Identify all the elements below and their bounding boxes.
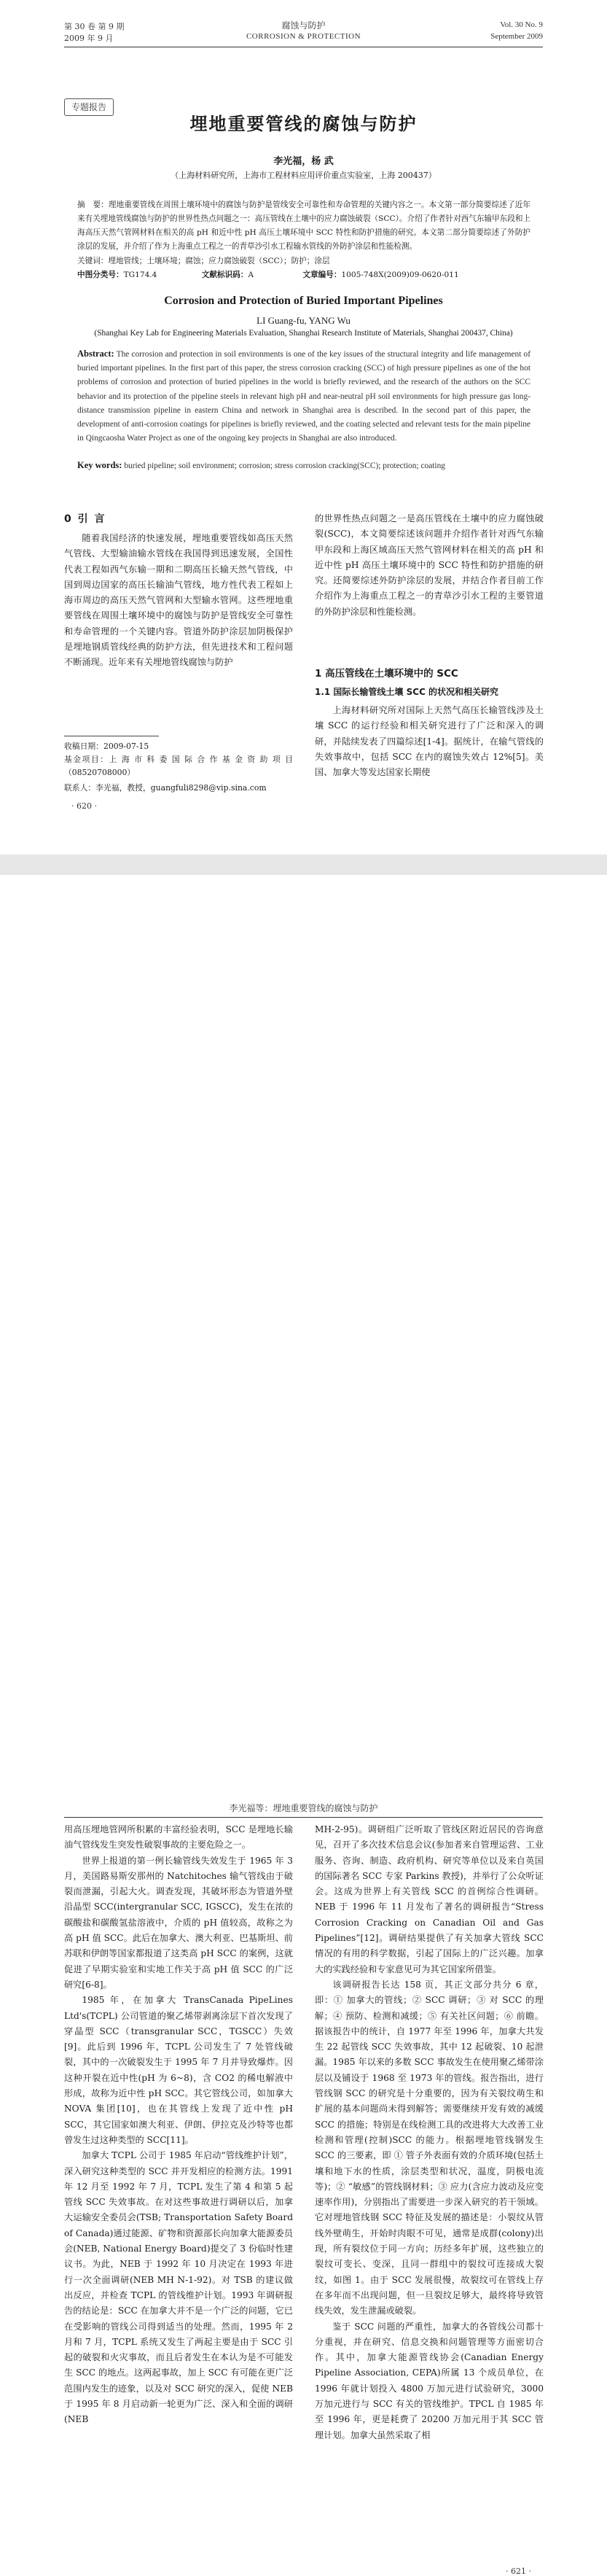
header-left-vol: 第 30 卷 第 9 期	[64, 22, 125, 31]
right-para-2: 该调研报告长达 158 页，其正文部分共分 6 章，即：① 加拿大的管线；② SCC 调研；③ 对 SCC 的理解；④ 预防、检测和减缓；⑤ 有关社区问题；⑥ 前瞻。据该报告中的统计，自 1977 年至 1996 年，加拿大共发生 22 起管线 SCC 失效事故，其中 12 起破裂、10 起泄漏。1985 年以来的多数 SCC 事故发生在使用聚乙烯带涂层以及铺设于 1968 至 1973 年的管线。报告指出，进行管线钢 SCC 的研究是十分重要的，因为有关裂纹萌生和扩展的基本问题尚未得到解答；需要继续开发有效的减缓 SCC 的措施；特别是在线检测工具的改进将大大改善工业检测和管理(控制)SCC 的能力。根据埋地管线钢发生 SCC 的三要素，即 ① 管子外表面有效的介质环境(包括土壤和地下水的性质，涂层类型和状况，温度，阴极电流等)；② “敏感”的管线钢材料；③ 应力(含应力波动及应变速率作用)，分别指出了需要进一步深入研究的若干领域。它对埋地管线钢 SCC 特征及发展的描述是：小裂纹从管线外壁萌生，开始时肉眼不可见，通常是成群(colony)出现，所有裂纹位于同一方向；历经多年扩展，这些独立的裂纹可变长、变深，且同一群组中的裂纹可连接成大裂纹，如图 1。由于 SCC 发展很慢，故裂纹可在管线上存在多年而不出现问题，但一旦裂纹足够大，最终将导致管线失效，发生泄漏或破裂。	[315, 1979, 544, 2316]
doc-code: A	[248, 271, 254, 279]
footnote-received: 收稿日期：2009-07-15	[64, 742, 149, 751]
classification-line	[77, 268, 530, 282]
header-right-vol: Vol. 30 No. 9	[500, 20, 543, 29]
footnote-fund: 基金项目：上 海 市 科 委 国 际 合 作 基 金 资 助 项 目（08520708000）	[64, 755, 293, 777]
running-head-rule	[64, 1817, 543, 1818]
article-label: 文章编号：	[302, 271, 342, 279]
section-0-heading: 0 引 言	[64, 513, 106, 525]
running-head: 李光福等：埋地重要管线的腐蚀与防护	[229, 1803, 378, 1813]
page-621	[0, 875, 607, 2576]
page-number-620: · 620 ·	[71, 801, 97, 811]
doc-label: 文献标识码：	[201, 271, 248, 279]
page-number-621: · 621 ·	[506, 2567, 531, 2576]
keywords-en-label: Key words:	[77, 460, 122, 470]
section-badge: 专题报告	[64, 98, 114, 116]
title-cn: 埋地重要管线的腐蚀与防护	[189, 114, 418, 134]
journal-name-en: CORROSION & PROTECTION	[246, 32, 361, 41]
right-para-1: MH-2-95)。调研组广泛听取了管线区附近居民的咨询意见，召开了多次技术信息会议(参加者来自管理运营、工业服务、咨询、制造、政府机构、研究等单位以及来自英国的国际著名 SCC 专家 Parkins 教授)，并举行了公众听证会。这成为世界上有关管线 SCC 的首例综合性调研。NEB 于 1996 年 11 月发布了著名的调研报告“Stress Corrosion Cracking on Canadian Oil and Gas Pipelines”[12]。调研结果提供了有关加拿大管线 SCC 情况的有用的科学数据，引起了国际上的广泛兴趣。加拿大的实践经验和专家意见可为其它国家所借鉴。	[315, 1824, 544, 1974]
header-right-date: September 2009	[490, 32, 543, 41]
clc-label: 中图分类号：	[77, 271, 124, 279]
abstract-cn: 摘 要：理地重要管线在周围土壤环境中的腐蚀与防护是管线安全可靠性和寿命管理的关键内容之一。本文第一部分简要综述了近年来有关埋地管线腐蚀与防护的世界性热点问题之一：高压管线在土壤中的应力腐蚀破裂（SCC）。介绍了作者针对西气东输甲东段和上海高压天然气管网材料在相关的高 pH 和近中性 pH 高压土壤环境中 SCC 特性和防护措施的研究。本文第二部分简要综述了外防护涂层的发展，并介绍了作为上海重点工程之一的青草沙引水工程输水管线的外防护涂层和性能检测。	[77, 201, 531, 251]
abstract-en-text: The corrosion and protection in soil environments is one of the key issues of the structural integrity and life management of buried important pipelines. In the first part of this paper, the stress corrosion cracking (SCC) of high pressure pipelines as one of the hot problems of corrosion and protection of buried pipelines in the world is briefly reviewed, and the research of the authors on the SCC behavior and its protection of the pipeline steels in relevant high pH and near-neutral pH soil environments for high pressure gas long-distance transmission pipeline in eastern China and network in Shanghai area is described. In the second part of this paper, the development of anti-corrosion coatings for pipelines is briefly reviewed, and the coating selected and relevant tests for the main pipeline in Qingcaosha Water Project as one of the ongoing key projects in Shanghai are also introduced.	[77, 350, 530, 443]
left-para-2: 世界上报道的第一例长输管线失效发生于 1965 年 3 月，美国路易斯安那州的 Natchitoches 输气管线由于破裂而泄漏，引起大火。调查发现，其破坏形态为管道外壁沿晶型 SCC(intergranular SCC, IGSCC)，发生在浓的碳酸盐和碳酸氢盐溶液中，介质的 pH 值较高，故称之为高 pH 值 SCC。此后在加拿大、澳大利亚、巴基斯坦、前苏联和伊朗等国家都报道了这类高 pH SCC 的案例，这就促进了早期实验室和实地工作关于高 pH 值 SCC 的广泛研究[6-8]。	[64, 1855, 293, 1990]
left-column	[64, 1822, 293, 2428]
affiliation-cn: （上海材料研究所，上海市工程材料应用评价重点实验室，上海 200437）	[171, 171, 436, 180]
right-para-3: 鉴于 SCC 问题的严重性，加拿大的各管线公司都十分重视，并在研究、信息交换和问题管理等方面密切合作。其中，加拿大能源管线协会(Canadian Energy Pipeline Association, CEPA)所属 13 个成员单位，在 1996 年就计划投入 4800 万加元进行试验研究，3000 万加元进行与 SCC 有关的管线维护。TPCL 自 1985 年至 1996 年，更是耗费了 20200 万加元用于其 SCC 管理计划。加拿大虽然采取了相	[315, 2321, 544, 2440]
keywords-cn: 关键词：埋地管线；土壤环境；腐蚀；应力腐蚀破裂（SCC）；防护；涂层	[77, 257, 330, 265]
abstract-en	[77, 347, 530, 445]
header-left-date: 2009 年 9 月	[64, 34, 114, 43]
article-number: 1005-748X(2009)09-0620-011	[341, 271, 459, 279]
clc-code: TG174.4	[123, 271, 157, 279]
page-gap	[0, 855, 607, 875]
keywords-en-text: buried pipeline; soil environment; corrosion; stress corrosion cracking(SCC); protection; coating	[124, 462, 445, 470]
journal-name-cn: 腐蚀与防护	[281, 20, 326, 31]
page-620	[0, 0, 607, 855]
right-column-paragraph: 的世界性热点问题之一是高压管线在土壤中的应力腐蚀破裂(SCC)，本文简要综述该问题并介绍作者针对西气东输甲东段和上海区域高压天然气管网材料在相关的高 pH 和近中性 pH 高压土壤环境中的 SCC 特性和防护措施的研究。还简要综述外防护涂层的发展，并结合作者目前工作介绍作为上海重点工程之一的青草沙引水工程的主要管道的外防护涂层和性能检测。	[315, 513, 544, 617]
left-para-4: 加拿大 TCPL 公司于 1985 年启动“管线维护计划”，深入研究这种类型的 SCC 并开发相应的检测方法。1991 年 12 月至 1992 年 7 月，TCPL 发生了第 4 和第 5 起管线 SCC 失效事故。在对这些事故进行调研以后，加拿大运输安全委员会(TSB; Transportation Safety Board of Canada)通过能源、矿物和资源部长向加拿大能源委员会(NEB, National Energy Board)提交了 3 份临时性建议书。为此，NEB 于 1992 年 10 月决定在 1993 年进行一次全面调研(NEB MH N-1-92)。对 TSB 的建议做出反应，并检查 TCPL 的管线维护计划。1993 年调研报告的结论是：SCC 在加拿大并不是一个广泛的问题，它已在受影响的管线公司得到适当的处理。然而，1995 年 2 月和 7 月，TCPL 系统又发生了两起主要是由于 SCC 引起的破裂和火灾事故，而且后者发生在本认为是不可能发生 SCC 的地点。这两起事故，加上 SCC 有可能在更广泛范围内发生的迹象，以及对 SCC 研究的深入，促使 NEB 于 1995 年 8 月启动新一轮更为广泛、深入和全面的调研(NEB	[64, 2150, 293, 2425]
left-para-3: 1985 年，在加拿大 TransCanada PipeLines Ltd's(TCPL) 公司管道的聚乙烯带剥离涂层下首次发现了穿晶型 SCC（transgranular SCC，TGSCC）失效[9]。此后到 1996 年，TCPL 公司发生了 7 处管线破裂，其中的一次破裂发生于 1995 年 7 月并导致爆炸。因这种开裂在近中性(pH 为 6~8)，含 CO2 的稀电解液中形成，故称为近中性 pH SCC。其它管线公司，如加拿大 NOVA 集团[10]，也在其管线上发现了近中性 pH SCC，其它国家如澳大利亚、伊朗、伊拉克及沙特等也都曾发生过这种类型的 SCC[11]。	[64, 1995, 293, 2145]
title-en: Corrosion and Protection of Buried Important Pipelines	[164, 295, 443, 307]
left-para-1: 用高压埋地管网所积累的丰富经验表明，SCC 是埋地长输油气管线发生突发性破裂事故的主要危险之一。	[64, 1824, 293, 1851]
section-1-1-paragraph: 上海材料研究所对国际上天然气高压长输管线涉及土壤 SCC 的运行经验和相关研究进行了广泛和深入的调研，并陆续发表了四篇综述[1-4]。据统计，在输气管线的失效事故中，包括 SCC 在内的腐蚀失效占 12%[5]。美国、加拿大等发达国家长期使	[315, 705, 544, 778]
footnote-contact: 联系人：李光福，教授，guangfuli8298@vip.sina.com	[64, 783, 267, 793]
abstract-en-label: Abstract:	[77, 349, 114, 359]
right-column	[315, 1822, 544, 2443]
keywords-en	[77, 460, 530, 471]
section-1-heading: 1 高压管线在土壤环境中的 SCC	[315, 668, 458, 680]
authors-cn: 李光福，杨 武	[273, 156, 334, 167]
section-1-1-heading: 1.1 国际长输管线土壤 SCC 的状况和相关研究	[315, 687, 499, 697]
affiliation-en: (Shanghai Key Lab for Engineering Materials Evaluation, Shanghai Research Institute of Materials, Shanghai 200437, China)	[94, 329, 513, 338]
intro-paragraph: 随着我国经济的快速发展，埋地重要管线如高压天然气管线、大型输油输水管线在我国得到迅速发展，全国性代表工程如西气东输一期和二期高压长输天然气管线，中国到周边国家的高压长输油气管线，地方性代表工程如上海市周边的高压天然气管网和大型输水管网。这些埋地重要管线在周围土壤环境中的腐蚀与防护是管线安全可靠性和寿命管理的一个关键内容。管道外防护涂层加阴极保护是埋地钢质管线经典的防护方法，但先进技术和工程问题不断涌现。近年来有关埋地管线腐蚀与防护	[64, 533, 293, 668]
authors-en: LI Guang-fu, YANG Wu	[256, 315, 351, 326]
